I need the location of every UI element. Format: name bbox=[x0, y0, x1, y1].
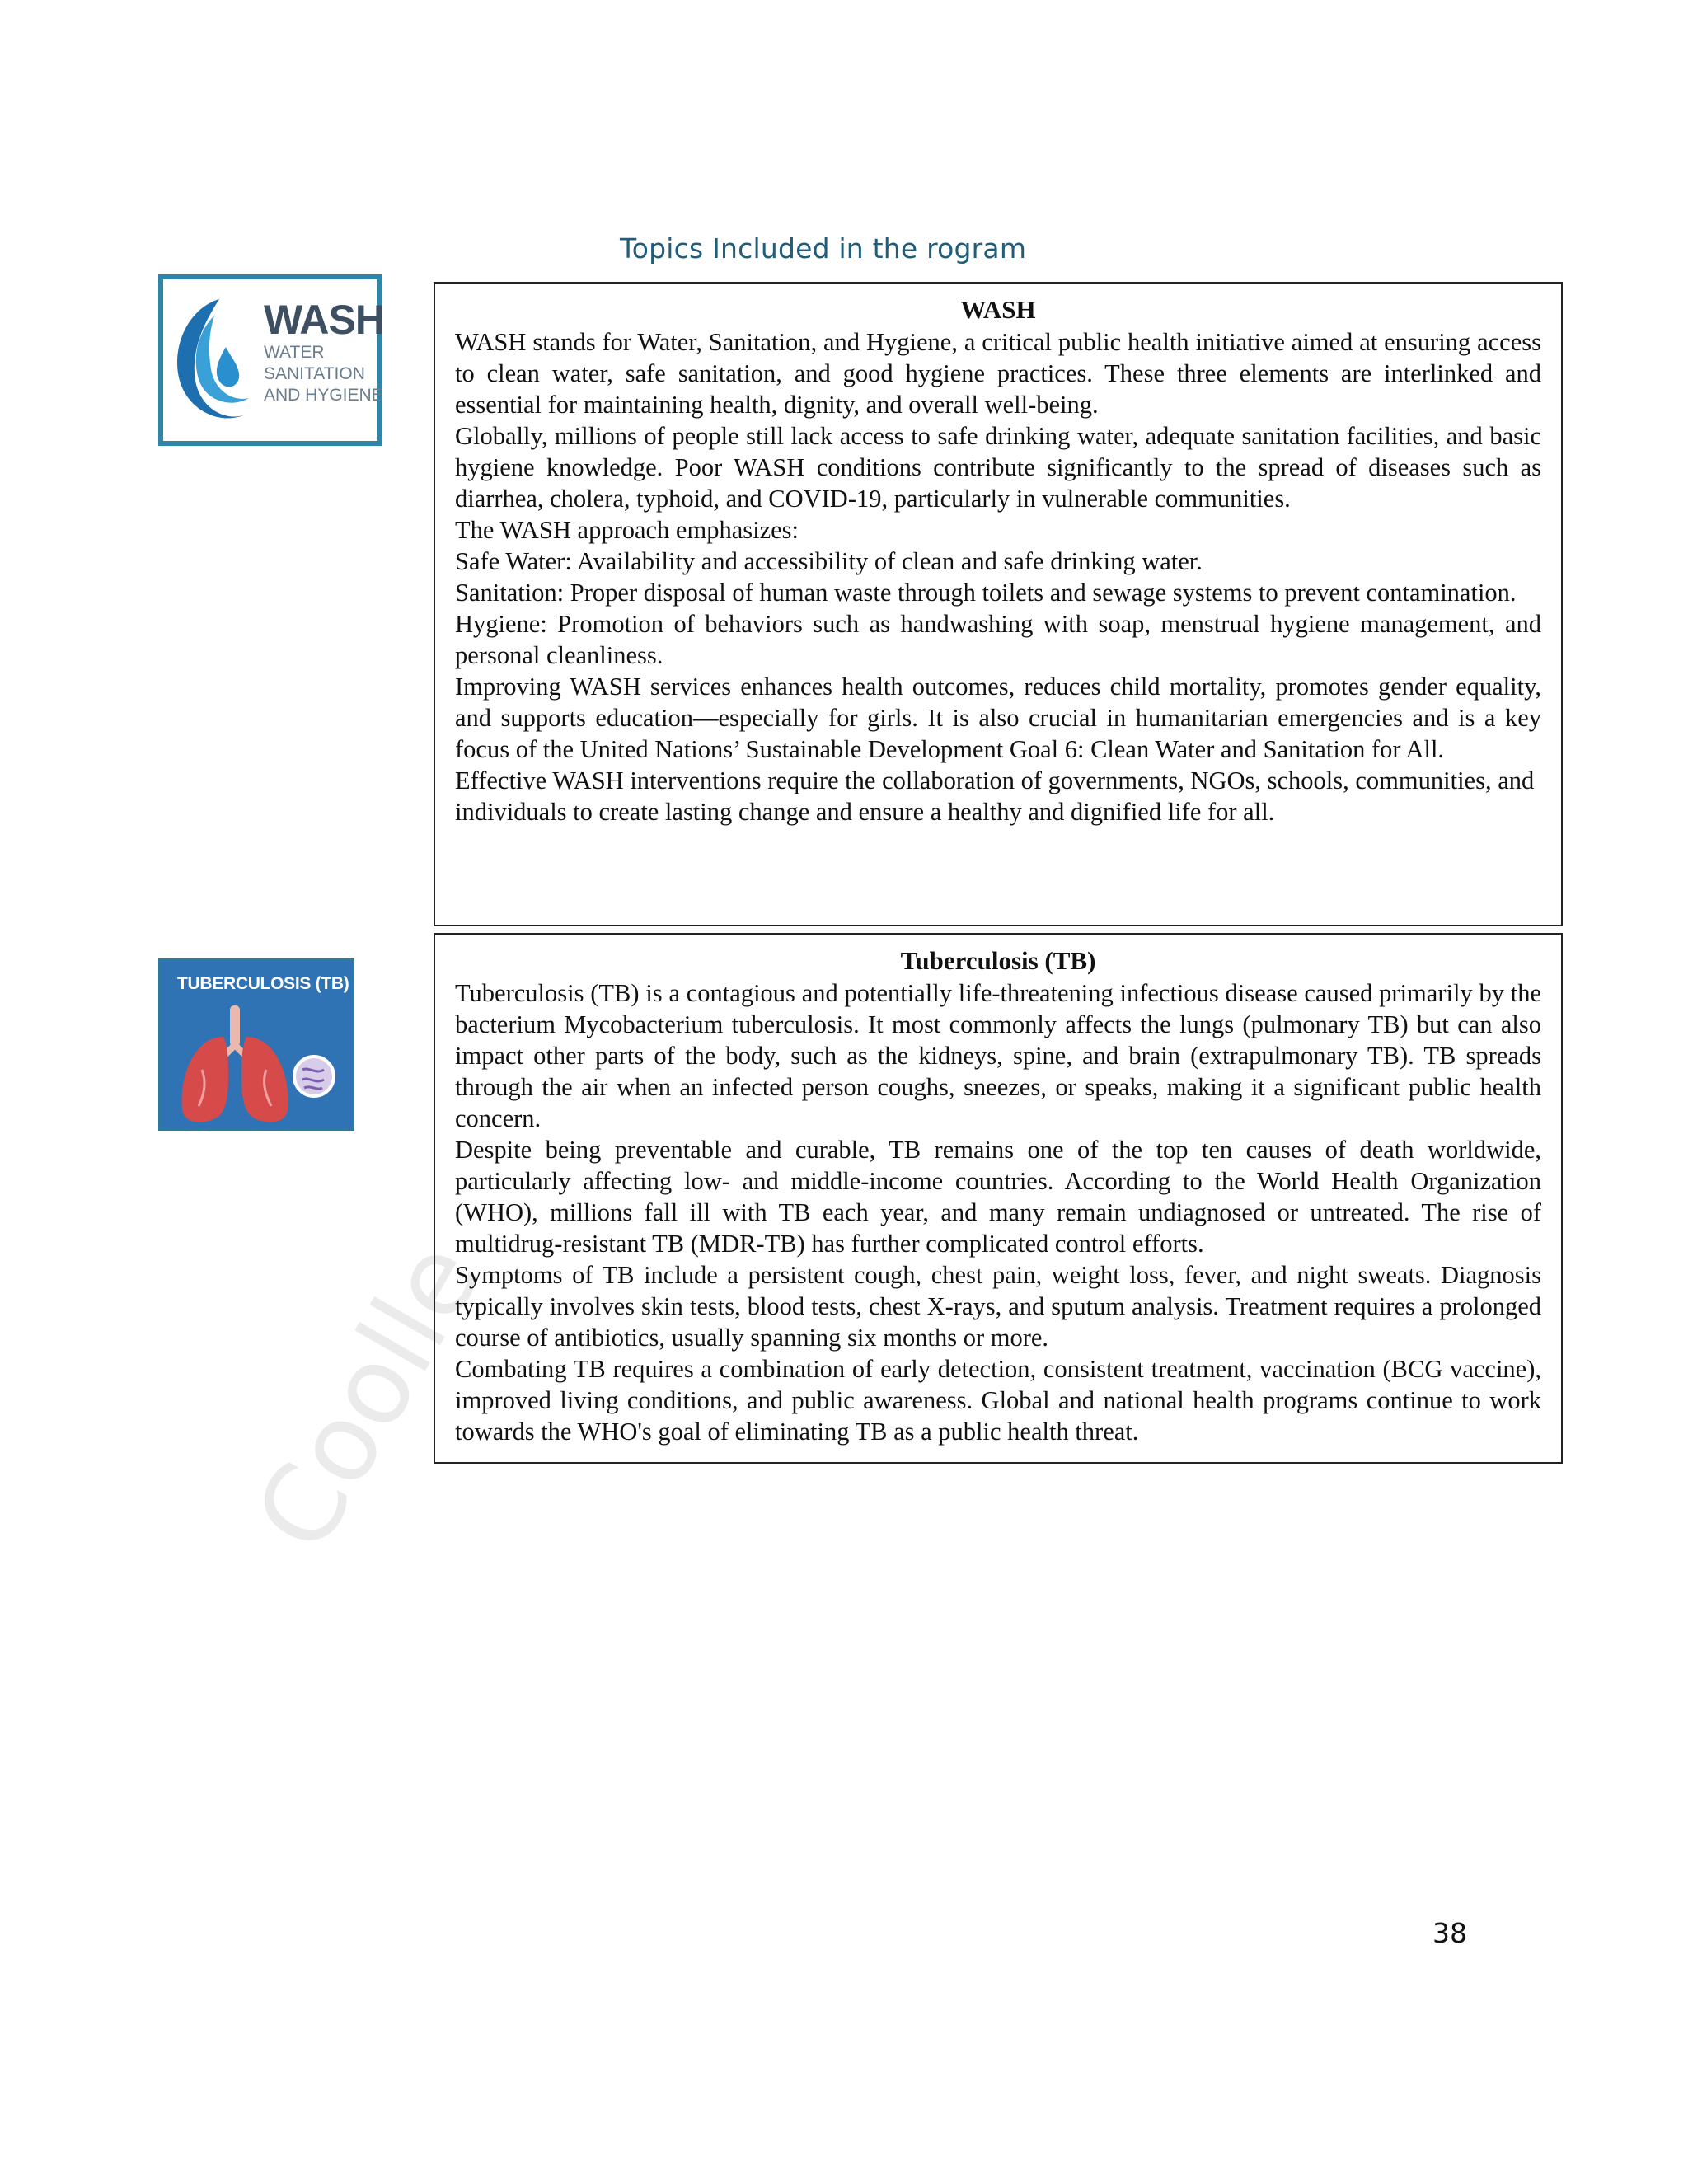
page-number: 38 bbox=[1432, 1917, 1467, 1949]
wash-paragraph: WASH stands for Water, Sanitation, and Hygiene, a critical public health initiative aimed at ensuring access to clean water, safe sanitation, and good hygiene practices. These three elements are interlinked and essential for maintaining health, dignity, and overall well-being. bbox=[455, 328, 1541, 419]
wash-paragraph: Effective WASH interventions require the collaboration of governments, NGOs, schools, communities, and bbox=[455, 766, 1535, 794]
water-drop-icon bbox=[166, 283, 265, 439]
tb-logo-label: TUBERCULOSIS (TB) bbox=[177, 974, 349, 993]
wash-paragraph: The WASH approach emphasizes: bbox=[455, 516, 799, 544]
wash-title: WASH bbox=[960, 295, 1036, 324]
lungs-icon bbox=[169, 1004, 342, 1127]
wash-logo-line2: SANITATION bbox=[264, 364, 365, 383]
tb-paragraph: Combating TB requires a combination of early detection, consistent treatment, vaccination (BCG vaccine), improved living conditions, and public awareness. Global and national health programs continue to work towards the WHO's goal of eliminating TB as a public health threat. bbox=[455, 1355, 1541, 1446]
wash-paragraph: Hygiene: Promotion of behaviors such as handwashing with soap, menstrual hygiene management, and personal cleanliness. bbox=[455, 610, 1541, 669]
tb-title: Tuberculosis (TB) bbox=[900, 946, 1096, 975]
wash-logo-text bbox=[264, 298, 384, 406]
tb-logo bbox=[158, 958, 354, 1131]
wash-logo-line3: AND HYGIENE bbox=[264, 386, 383, 405]
tb-section bbox=[434, 933, 1563, 1464]
tb-paragraph: Despite being preventable and curable, TB remains one of the top ten causes of death worldwide, particularly affecting low- and middle-income countries. According to the World Health Organization (WHO), millions fall ill with TB each year, and many remain undiagnosed or untreated. The rise of multidrug-resistant TB (MDR-TB) has further complicated control efforts. bbox=[455, 1136, 1541, 1258]
wash-paragraph: individuals to create lasting change and ensure a healthy and dignified life for all. bbox=[455, 798, 1275, 826]
wash-logo bbox=[158, 274, 382, 446]
wash-logo-line1: WATER bbox=[264, 343, 325, 362]
section-heading: Topics Included in the rogram bbox=[620, 232, 1027, 265]
wash-section bbox=[434, 282, 1563, 926]
tb-paragraph: Tuberculosis (TB) is a contagious and potentially life-threatening infectious disease caused primarily by the bacterium Mycobacterium tuberculosis. It most commonly affects the lungs (pulmonary TB) but can also impact other parts of the body, such as the kidneys, spine, and brain (extrapulmonary TB). TB spreads through the air when an infected person coughs, sneezes, or speaks, making it a significant public health concern. bbox=[455, 979, 1541, 1132]
wash-paragraph: Improving WASH services enhances health outcomes, reduces child mortality, promotes gender equality, and supports education—especially for girls. It is also crucial in humanitarian emergencies and is a key focus of the United Nations’ Sustainable Development Goal 6: Clean Water and Sanitation for All. bbox=[455, 673, 1541, 763]
watermark: Coolle bbox=[231, 1221, 505, 1571]
wash-paragraph: Globally, millions of people still lack access to safe drinking water, adequate sanitation facilities, and basic hygiene knowledge. Poor WASH conditions contribute significantly to the spread of diseases such as diarrhea, cholera, typhoid, and COVID-19, particularly in vulnerable communities. bbox=[455, 422, 1541, 513]
wash-logo-title: WASH bbox=[264, 297, 384, 343]
tb-paragraph: Symptoms of TB include a persistent cough, chest pain, weight loss, fever, and night sweats. Diagnosis typically involves skin tests, blood tests, chest X-rays, and sputum analysis. Treatment requires a prolonged course of antibiotics, usually spanning six months or more. bbox=[455, 1261, 1541, 1352]
wash-paragraph: Safe Water: Availability and accessibility of clean and safe drinking water. bbox=[455, 547, 1203, 575]
wash-paragraph: Sanitation: Proper disposal of human waste through toilets and sewage systems to prevent contamination. bbox=[455, 579, 1517, 607]
